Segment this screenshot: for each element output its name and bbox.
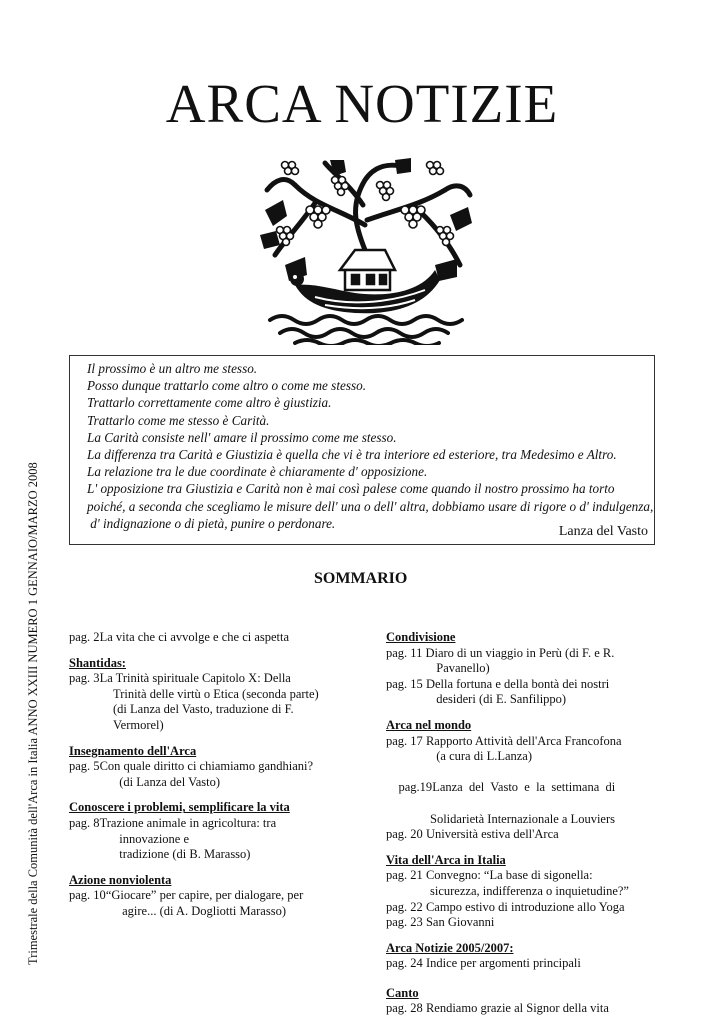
toc-entry-text: Diaro di un viaggio in Perù (di F. e R.	[425, 645, 615, 660]
toc-entry-text: desideri (di E. Sanfilippo)	[430, 692, 567, 707]
quote-box	[69, 355, 655, 545]
toc-entry-text: San Giovanni	[425, 915, 495, 930]
toc-entry	[386, 827, 658, 843]
toc-entry-text: Della fortuna e della bontà dei nostri	[425, 676, 610, 691]
toc-page-number: pag. 11	[386, 645, 423, 660]
toc-entry	[386, 868, 658, 884]
toc-section-heading: Canto	[386, 985, 419, 1000]
quote-line: La differenza tra Carità e Giustizia è quella che vi è tra interiore ed esteriore, tra Medesimo e Altro.	[87, 447, 617, 463]
toc-section-heading: Arca Notizie 2005/2007:	[386, 940, 514, 955]
toc-page-number: pag. 22	[386, 899, 423, 914]
quote-line: poiché, a seconda che scegliamo le misure dell' una o dell' altra, dobbiamo usare di rigore o d' indulgenza,	[87, 498, 654, 514]
quote-line: L' opposizione tra Giustizia e Carità non è mai così palese come quando il nostro prossimo ha torto	[87, 481, 615, 497]
quote-line: Posso dunque trattarlo come altro o come me stesso.	[87, 378, 366, 394]
toc-entry	[69, 671, 344, 687]
toc-entry-text: “Giocare” per capire, per dialogare, per	[105, 888, 304, 903]
quote-line: Il prossimo è un altro me stesso.	[87, 361, 258, 376]
toc-entry-text: Rendiamo grazie al Signor della vita	[425, 1001, 609, 1016]
toc-entry-text: Campo estivo di introduzione allo Yoga	[425, 899, 625, 914]
toc-page-number: pag. 3	[69, 671, 100, 686]
toc-entry-text: La vita che ci avvolge e che ci aspetta	[99, 630, 290, 644]
toc-page-number: pag.19	[398, 780, 433, 795]
publication-info-vertical: Trimestrale della Comunità dell'Arca in Italia ANNO XXIII NUMERO 1 GENNAIO/MARZO 2008	[26, 462, 40, 965]
toc-entry-text: Con quale diritto ci chiamiamo gandhiani?	[99, 759, 314, 774]
toc-entry-text: Indice per argomenti principali	[425, 956, 581, 971]
toc-page-number: pag. 15	[386, 676, 423, 691]
toc-page-number: pag. 23	[386, 915, 423, 930]
toc-section-heading: Azione nonviolenta	[69, 872, 172, 887]
quote-line: La Carità consiste nell' amare il prossimo come me stesso.	[87, 429, 397, 445]
toc-page-number: pag. 20	[386, 827, 423, 842]
toc-page-number: pag. 5	[69, 759, 100, 774]
toc-entry-text: Rapporto Attività dell'Arca Francofona	[425, 733, 622, 748]
toc-entry	[386, 677, 658, 693]
toc-page-number: pag. 8	[69, 815, 100, 830]
toc-entry	[386, 900, 658, 916]
quote-line: Trattarlo correttamente come altro è giustizia.	[87, 395, 332, 411]
masthead-title: ARCA NOTIZIE	[165, 73, 559, 134]
quote-author: Lanza del Vasto	[558, 524, 648, 539]
summary-right-column	[386, 630, 658, 1017]
quote-line: d' indignazione o di pietà, punire o perdonare.	[87, 515, 336, 531]
summary-title: SOMMARIO	[314, 570, 408, 587]
toc-entry-text: Lanza del Vasto e la settimana di	[432, 780, 616, 795]
toc-entry-text: Trazione animale in agricoltura: tra	[99, 815, 277, 830]
toc-section-heading: Insegnamento dell'Arca	[69, 743, 197, 758]
toc-section-heading: Condivisione	[386, 630, 456, 644]
toc-entry	[69, 888, 344, 904]
toc-entry-text: (di Lanza del Vasto, traduzione di F.	[113, 702, 294, 717]
toc-entry	[386, 1001, 658, 1017]
toc-page-number: pag. 17	[386, 733, 423, 748]
toc-entry-text: Convegno: “La base di sigonella:	[425, 868, 593, 883]
toc-entry	[69, 630, 344, 646]
toc-page-number: pag. 28	[386, 1001, 423, 1016]
toc-page-number: pag. 24	[386, 956, 423, 971]
toc-entry-text: Vermorel)	[113, 717, 164, 732]
toc-entry-text: (di Lanza del Vasto)	[113, 774, 221, 789]
toc-section-heading: Vita dell'Arca in Italia	[386, 852, 506, 867]
toc-entry-text: innovazione e	[113, 831, 190, 846]
toc-entry-text: sicurezza, indifferenza o inquietudine?”	[430, 883, 629, 898]
toc-entry-text: tradizione (di B. Marasso)	[113, 847, 251, 862]
toc-section-heading: Arca nel mondo	[386, 717, 472, 732]
summary-left-column	[69, 630, 344, 920]
toc-entry-text: La Trinità spirituale Capitolo X: Della	[99, 671, 291, 686]
toc-entry	[386, 646, 658, 662]
toc-entry	[69, 816, 344, 832]
toc-entry-text: agire... (di A. Dogliotti Marasso)	[69, 903, 286, 918]
toc-entry-text: Università estiva dell'Arca	[425, 827, 559, 842]
toc-entry	[386, 915, 658, 931]
toc-page-number: pag. 2	[69, 630, 100, 644]
toc-page-number: pag. 10	[69, 888, 106, 903]
toc-page-number: pag. 21	[386, 868, 423, 883]
toc-entry-text: (a cura di L.Lanza)	[430, 749, 533, 764]
quote-text	[87, 360, 653, 532]
toc-entry-text: Pavanello)	[430, 661, 490, 676]
toc-entry	[386, 734, 658, 750]
toc-entry	[69, 759, 344, 775]
toc-entry	[386, 765, 658, 812]
quote-line: La relazione tra le due coordinate è chiaramente d' opposizione.	[87, 464, 428, 480]
toc-entry-text: Solidarietà Internazionale a Louviers	[430, 811, 615, 826]
toc-entry-text: Trinità delle virtù o Etica (seconda parte)	[113, 686, 319, 701]
toc-section-heading: Conoscere i problemi, semplificare la vita	[69, 800, 290, 815]
ark-vine-woodcut-icon	[255, 155, 475, 345]
toc-section-heading: Shantidas:	[69, 655, 126, 670]
quote-line: Trattarlo come me stesso è Carità.	[87, 412, 270, 428]
toc-entry	[386, 956, 658, 972]
